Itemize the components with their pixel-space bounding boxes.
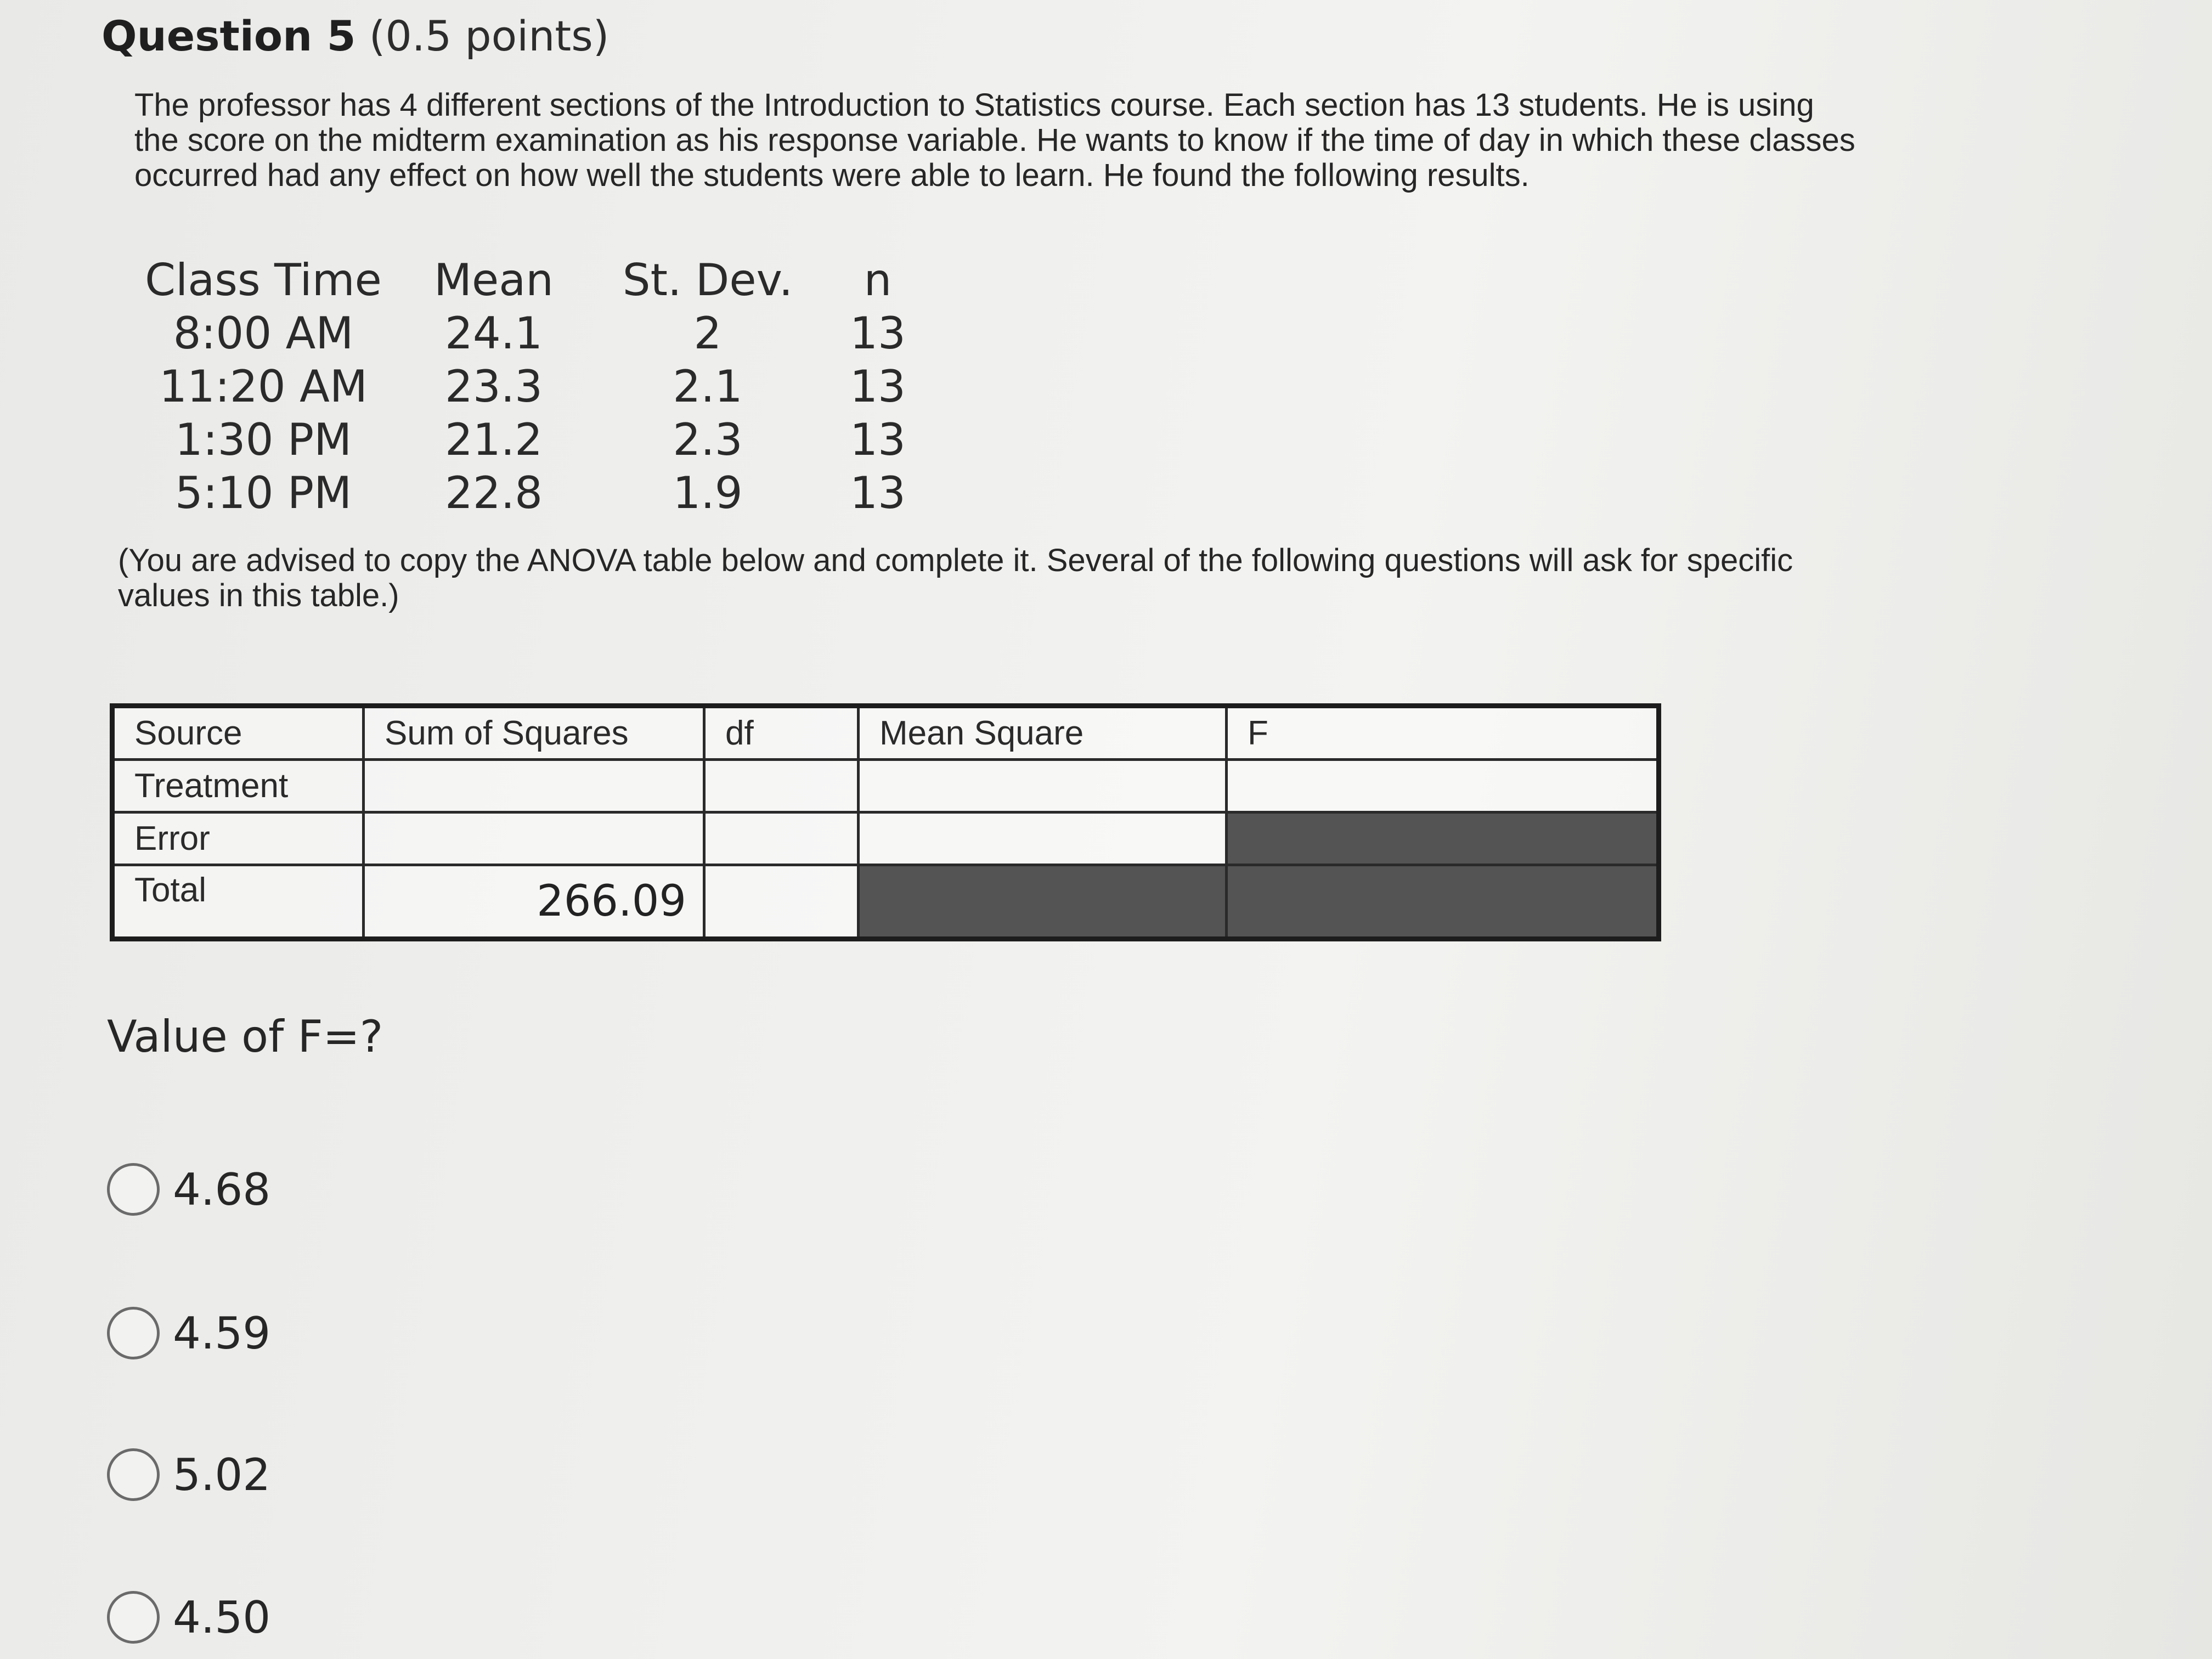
header-mean: Mean	[434, 255, 554, 306]
anova-cell-shaded	[1227, 812, 1659, 865]
cell-st-dev: 1.9	[673, 467, 743, 518]
table-row	[143, 466, 944, 520]
anova-cell-empty	[859, 760, 1227, 812]
f-value-question: Value of F=?	[107, 1011, 383, 1062]
advice-text: (You are advised to copy the ANOVA table below and complete it. Several of the following questions will ask for specific values in this table.)	[118, 543, 1793, 613]
cell-class-time: 1:30 PM	[174, 414, 352, 465]
cell-n: 13	[850, 361, 906, 412]
header-st-dev: St. Dev.	[622, 255, 793, 306]
anova-source-total: Total	[112, 865, 364, 939]
anova-cell-empty	[1227, 760, 1659, 812]
cell-mean: 21.2	[444, 414, 543, 465]
cell-st-dev: 2.1	[673, 361, 743, 412]
cell-n: 13	[850, 467, 906, 518]
anova-source-treatment: Treatment	[112, 760, 364, 812]
cell-n: 13	[850, 414, 906, 465]
radio-button[interactable]	[107, 1163, 160, 1216]
answer-option-3[interactable]	[107, 1448, 270, 1501]
anova-table	[110, 703, 1661, 941]
anova-cell-empty	[859, 812, 1227, 865]
cell-class-time: 11:20 AM	[159, 361, 368, 412]
question-points: (0.5 points)	[369, 12, 610, 60]
header-class-time: Class Time	[145, 255, 382, 306]
question-label: Question 5	[101, 12, 356, 60]
cell-st-dev: 2.3	[673, 414, 743, 465]
anova-total-sum-of-squares: 266.09	[364, 865, 704, 939]
answer-option-2[interactable]	[107, 1307, 270, 1359]
anova-header-row	[112, 706, 1659, 760]
anova-header-source: Source	[112, 706, 364, 760]
cell-n: 13	[850, 308, 906, 359]
anova-row-total	[112, 865, 1659, 939]
table-row	[143, 307, 944, 360]
cell-mean: 23.3	[444, 361, 543, 412]
option-label: 5.02	[173, 1449, 271, 1500]
summary-statistics-table	[143, 253, 944, 520]
cell-mean: 24.1	[444, 308, 543, 359]
table-row	[143, 413, 944, 466]
answer-option-4[interactable]	[107, 1591, 270, 1644]
anova-source-error: Error	[112, 812, 364, 865]
anova-cell-empty	[364, 760, 704, 812]
option-label: 4.50	[173, 1592, 271, 1643]
radio-button[interactable]	[107, 1448, 160, 1501]
cell-mean: 22.8	[444, 467, 543, 518]
question-title	[101, 10, 609, 63]
cell-class-time: 5:10 PM	[174, 467, 352, 518]
anova-cell-empty	[704, 760, 859, 812]
anova-cell-shaded	[859, 865, 1227, 939]
anova-header-mean-square: Mean Square	[859, 706, 1227, 760]
table-row	[143, 360, 944, 413]
option-label: 4.59	[173, 1307, 271, 1359]
radio-button[interactable]	[107, 1307, 160, 1359]
anova-cell-empty	[704, 865, 859, 939]
anova-header-f: F	[1227, 706, 1659, 760]
anova-cell-shaded	[1227, 865, 1659, 939]
anova-header-df: df	[704, 706, 859, 760]
anova-row-error	[112, 812, 1659, 865]
cell-st-dev: 2	[693, 308, 722, 359]
radio-button[interactable]	[107, 1591, 160, 1644]
cell-class-time: 8:00 AM	[173, 308, 354, 359]
anova-cell-empty	[364, 812, 704, 865]
anova-cell-empty	[704, 812, 859, 865]
header-n: n	[864, 255, 892, 306]
summary-header-row	[143, 253, 944, 307]
question-prompt: The professor has 4 different sections of the Introduction to Statistics course. Each section has 13 students. He is using the score on the midterm examination as his response variable. He wants to know if the time of day in which these classes occurred had any effect on how well the students were able to learn. He found the following results.	[134, 87, 1855, 193]
option-label: 4.68	[173, 1164, 271, 1215]
answer-option-1[interactable]	[107, 1163, 270, 1216]
anova-row-treatment	[112, 760, 1659, 812]
anova-header-sum-of-squares: Sum of Squares	[364, 706, 704, 760]
